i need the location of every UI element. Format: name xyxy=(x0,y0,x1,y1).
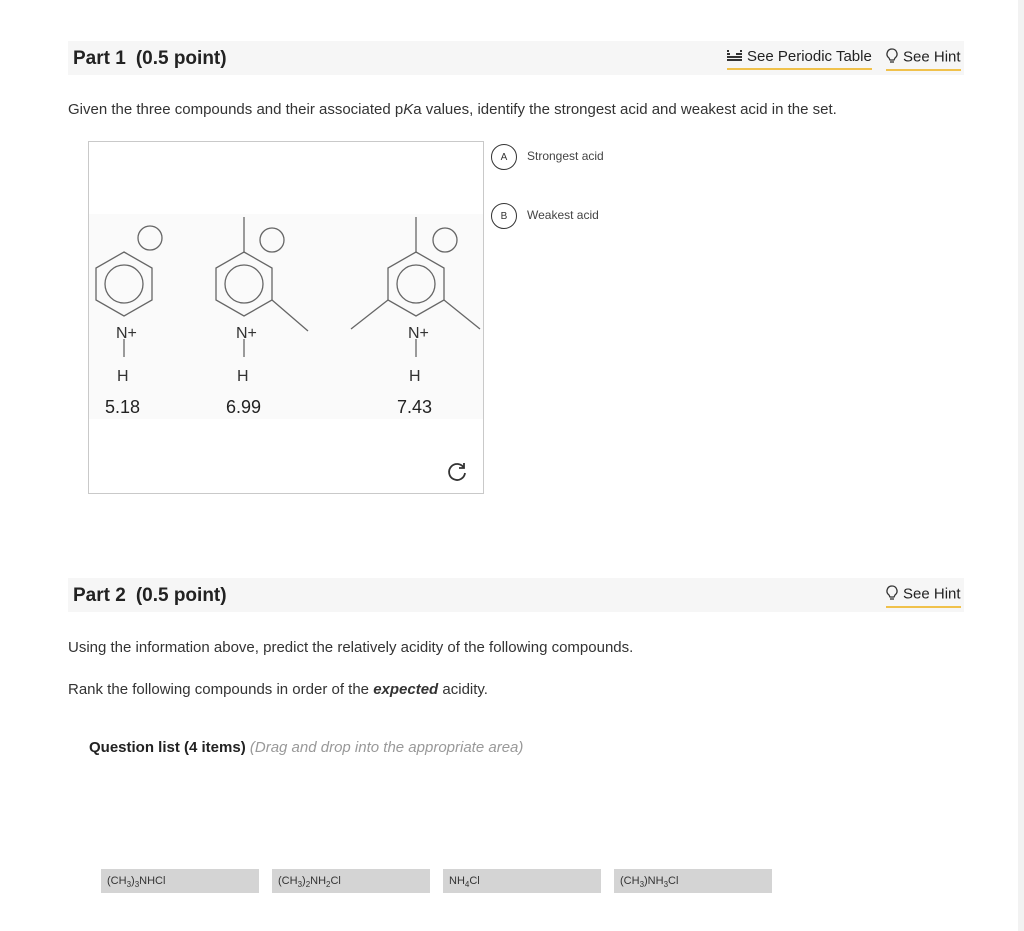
compound-1-pka: 5.18 xyxy=(105,397,141,417)
compound-2-n-label: N+ xyxy=(236,325,257,342)
compound-structures xyxy=(89,142,483,493)
question-list-title xyxy=(89,739,523,756)
compound-2-pka: 6.99 xyxy=(226,397,262,417)
compound-1-n-label: N+ xyxy=(116,325,137,342)
part2-rank-post: acidity. xyxy=(438,681,488,698)
part2-rank-pre: Rank the following compounds in order of the xyxy=(68,681,374,698)
choice-b-label: Weakest acid xyxy=(527,208,599,222)
part1-label: Part 1 xyxy=(73,48,126,69)
choice-a-letter: A xyxy=(491,144,517,170)
part2-title xyxy=(73,585,227,607)
periodic-table-icon xyxy=(727,49,742,66)
part1-question-italic: K xyxy=(403,101,414,118)
question-list-hint: (Drag and drop into the appropriate area) xyxy=(249,739,524,756)
compound-2-h-label: H xyxy=(237,368,249,385)
part2-points: (0.5 point) xyxy=(135,585,227,606)
compound-3-pka: 7.43 xyxy=(397,397,433,417)
part1-see-hint-link[interactable] xyxy=(886,48,961,71)
part1-title xyxy=(73,48,227,70)
part1-question-pre: Given the three compounds and their associated p xyxy=(68,101,404,118)
lightbulb-icon xyxy=(886,585,898,604)
drag-item-trimethylammonium-chloride[interactable]: $(CH_3)_3NHCl$ xyxy=(101,869,259,893)
compound-figure xyxy=(88,141,484,494)
refresh-icon[interactable] xyxy=(445,459,469,483)
choice-b-letter: B xyxy=(491,203,517,229)
part1-question-post: a values, identify the strongest acid and weakest acid in the set. xyxy=(413,101,837,118)
lightbulb-icon xyxy=(886,48,898,67)
part2-see-hint-label: See Hint xyxy=(903,585,961,603)
part1-header xyxy=(68,41,964,75)
drag-item-methylammonium-chloride[interactable]: $(CH_3)NH_3Cl$ xyxy=(614,869,772,893)
part2-rank-prompt xyxy=(68,681,488,698)
part2-instructions: Using the information above, predict the relatively acidity of the following compounds. xyxy=(68,639,634,656)
drag-item-dimethylammonium-chloride[interactable]: $(CH_3)_2NH_2Cl$ xyxy=(272,869,430,893)
part2-label: Part 2 xyxy=(73,585,126,606)
choice-a-label: Strongest acid xyxy=(527,149,604,163)
part2-see-hint-link[interactable] xyxy=(886,585,961,608)
compound-1-h-label: H xyxy=(117,368,129,385)
compound-3-h-label: H xyxy=(409,368,421,385)
part2-header xyxy=(68,578,964,612)
see-periodic-table-link[interactable] xyxy=(727,48,872,70)
drag-item-ammonium-chloride[interactable]: $NH_4Cl$ xyxy=(443,869,601,893)
compound-3-n-label: N+ xyxy=(408,325,429,342)
part1-points: (0.5 point) xyxy=(135,48,227,69)
page-scrollbar[interactable] xyxy=(1018,0,1024,931)
part1-question xyxy=(68,101,837,118)
question-list-count: Question list (4 items) xyxy=(89,739,246,756)
part1-see-hint-label: See Hint xyxy=(903,48,961,66)
part2-rank-bold: expected xyxy=(373,681,439,698)
see-periodic-table-label: See Periodic Table xyxy=(747,48,872,65)
